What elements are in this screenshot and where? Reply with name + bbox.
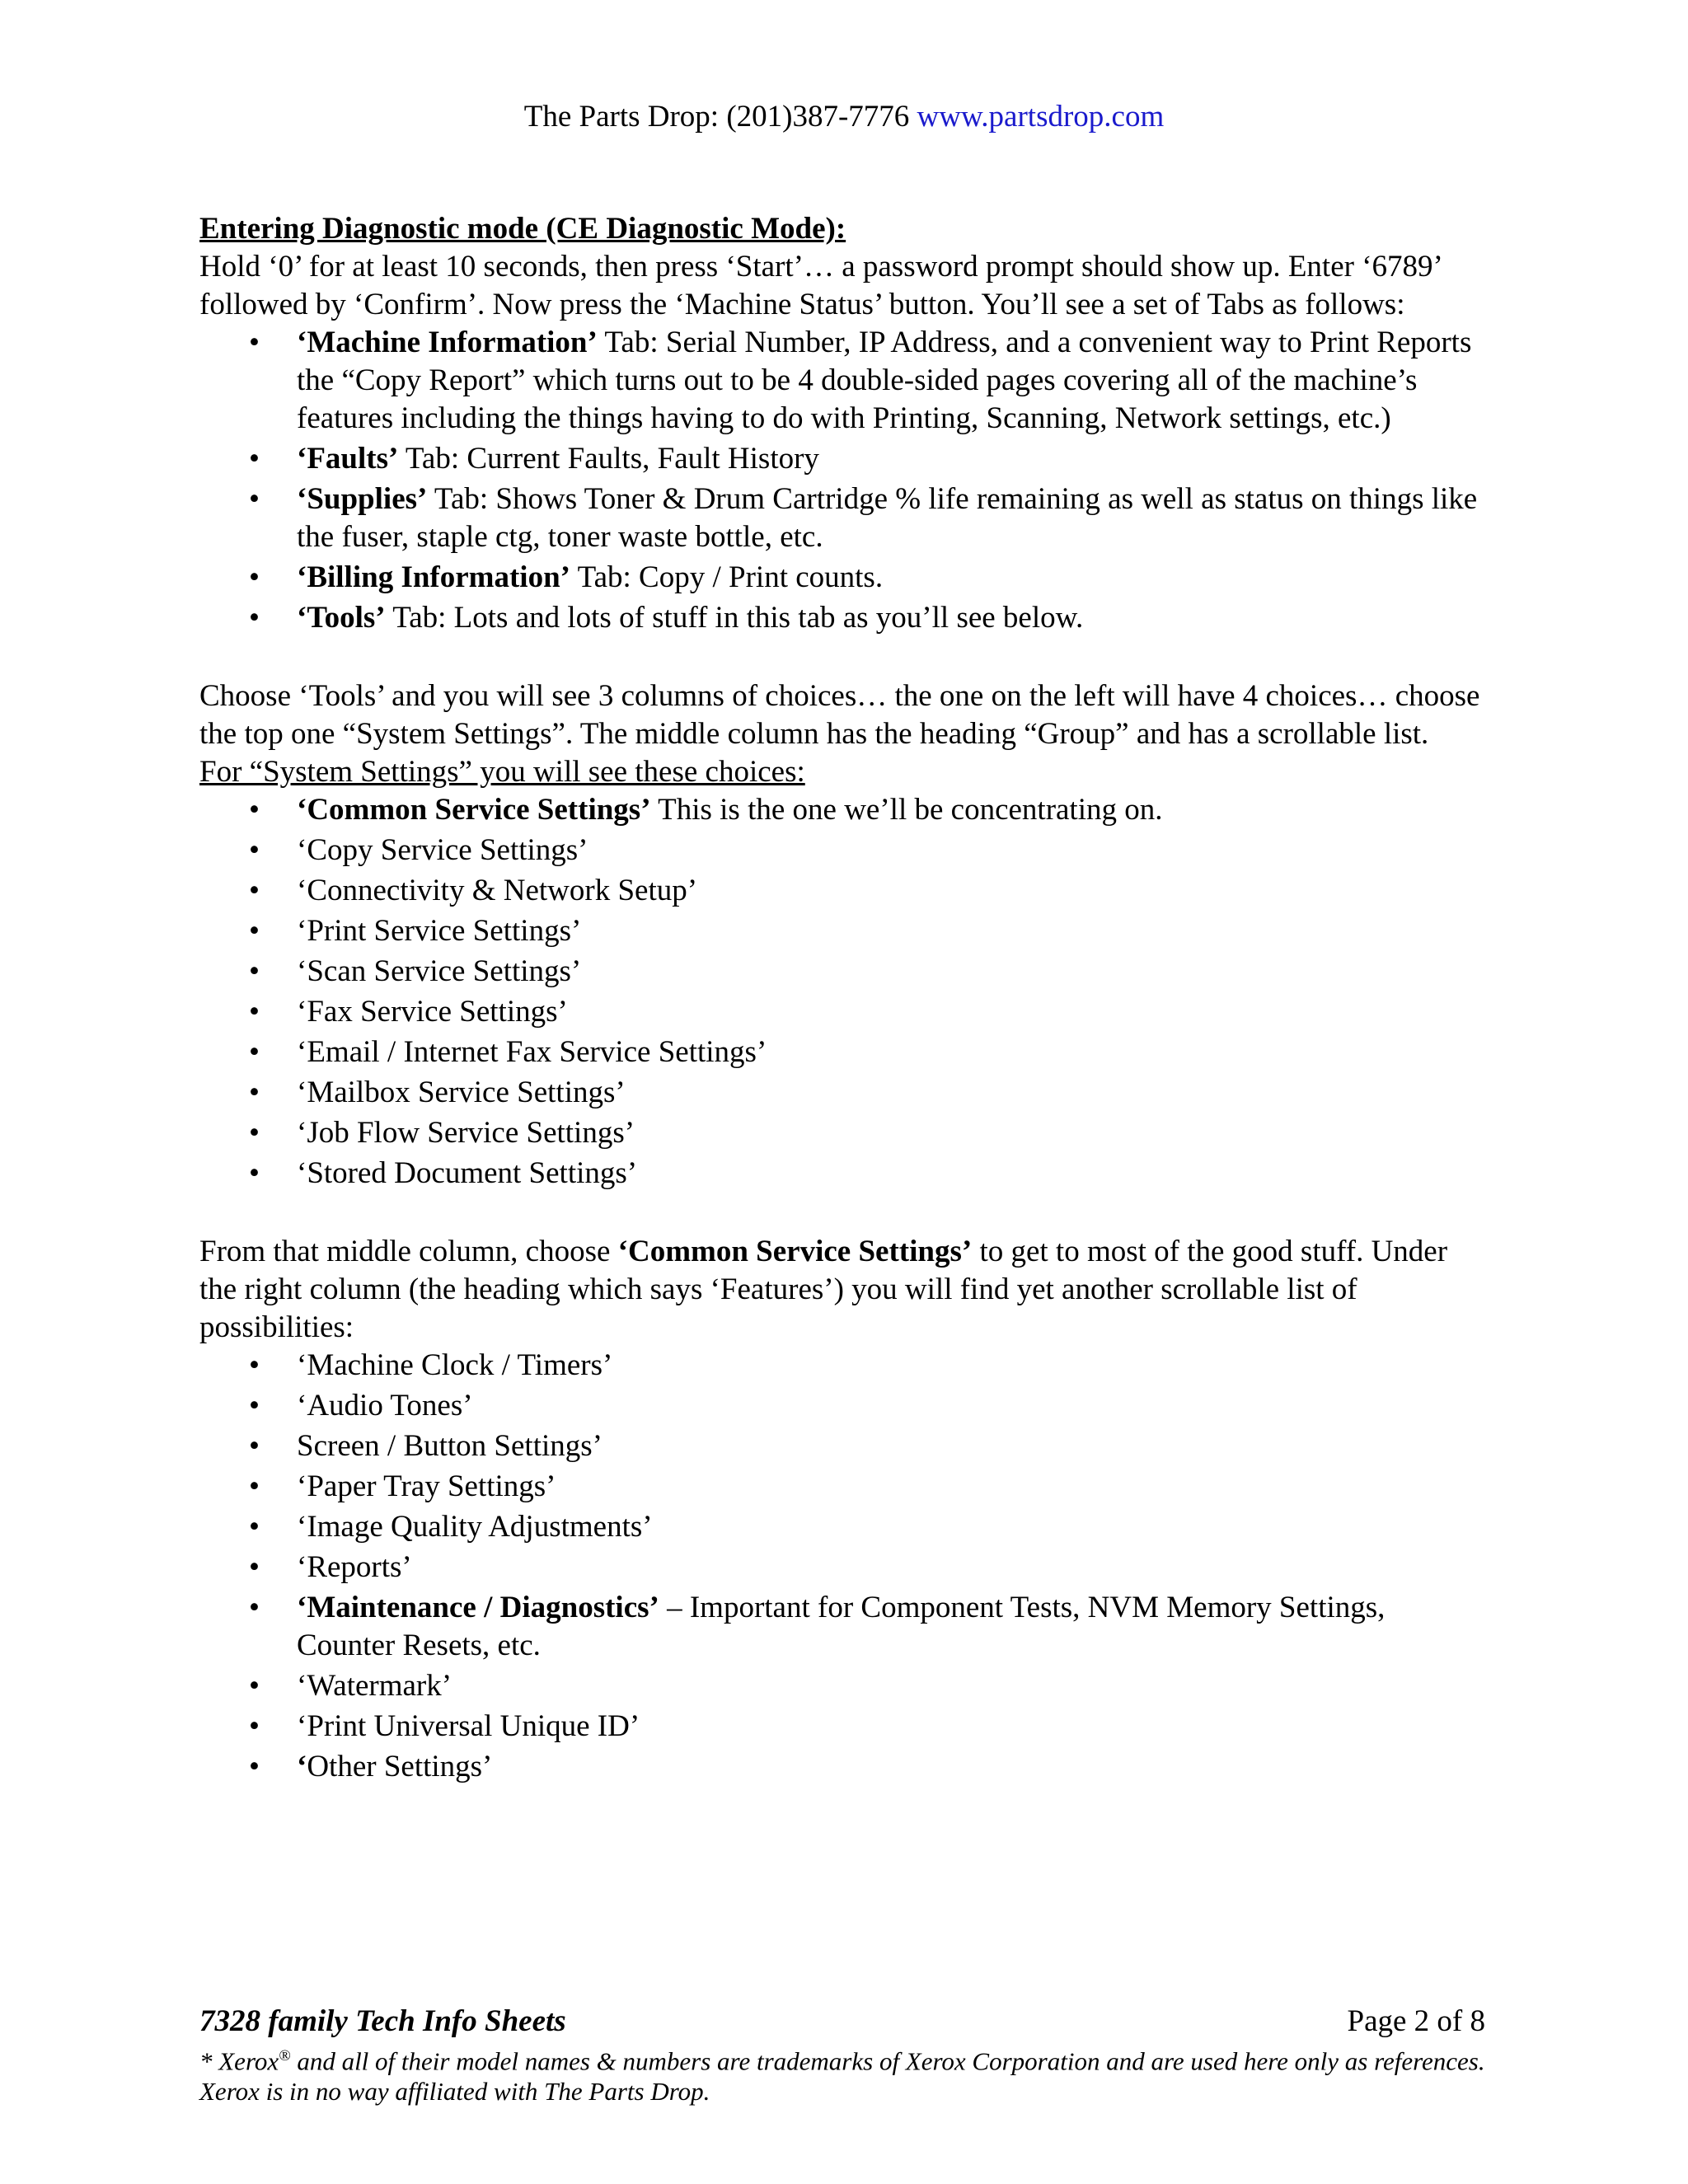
diagnostic-intro-paragraph: Hold ‘0’ for at least 10 seconds, then press ‘Start’… a password prompt should show up. Enter ‘6789’ followed by ‘Confirm’. Now press the ‘Machine Status’ button. You’ll see a set of Tabs as follows: — [199, 250, 1442, 321]
tab-name: ‘Billing Information’ — [297, 560, 570, 594]
tab-description: Tab: Lots and lots of stuff in this tab as you’ll see below. — [385, 601, 1084, 635]
page-number: Page 2 of 8 — [1347, 2004, 1485, 2038]
list-item: • ‘Image Quality Adjustments’ — [297, 1508, 1485, 1546]
header-url-link[interactable]: www.partsdrop.com — [917, 100, 1165, 134]
list-item — [297, 1748, 1485, 1786]
list-item: • ‘Machine Clock / Timers’ — [297, 1347, 1485, 1385]
feature-text: Other Settings’ — [307, 1750, 493, 1783]
trademark-note-post: and all of their model names & numbers are trademarks of Xerox Corporation and are used here only as references. Xerox is in no way affiliated with The Parts Drop. — [199, 2046, 1485, 2107]
list-item: • ‘Connectivity & Network Setup’ — [297, 872, 1485, 910]
spacer — [199, 1195, 1485, 1233]
header-company: The Parts Drop: (201)387-7776 — [523, 100, 917, 134]
tab-name: ‘Tools’ — [297, 601, 386, 635]
tab-description: Tab: Copy / Print counts. — [570, 560, 884, 594]
tab-name: ‘Machine Information’ — [297, 326, 598, 359]
list-item — [297, 559, 1485, 597]
footer-title: 7328 family Tech Info Sheets — [199, 2004, 566, 2038]
page-footer — [199, 2003, 1485, 2107]
feature-bold: ‘Maintenance / Diagnostics’ — [297, 1591, 659, 1624]
spacer — [199, 640, 1485, 677]
list-item — [297, 599, 1485, 637]
tab-name: ‘Supplies’ — [297, 482, 428, 516]
list-item — [297, 1589, 1485, 1665]
tools-intro-paragraph: Choose ‘Tools’ and you will see 3 columns of choices… the one on the left will have 4 choices… choose the top one “System Settings”. The middle column has the heading “Group” and has a scrollable list. — [199, 679, 1480, 751]
system-settings-subheading: For “System Settings” you will see these choices: — [199, 755, 805, 789]
feature-quote-bold: ‘ — [297, 1750, 307, 1783]
features-intro-post: to get to most of the good stuff. Under the right column (the heading which says ‘Features’) you will find yet another scrollable list of possibilities: — [199, 1235, 1448, 1344]
list-item: • ‘Paper Tray Settings’ — [297, 1468, 1485, 1506]
system-settings-list — [199, 791, 1485, 1193]
registered-mark: ® — [279, 2047, 291, 2064]
trademark-note — [199, 2041, 1485, 2107]
list-item: • ‘Email / Internet Fax Service Settings’ — [297, 1033, 1485, 1071]
tab-name: ‘Faults’ — [297, 442, 399, 476]
list-item: • ‘Stored Document Settings’ — [297, 1155, 1485, 1193]
list-item: • ‘Scan Service Settings’ — [297, 953, 1485, 991]
tab-description: Tab: Shows Toner & Drum Cartridge % life remaining as well as status on things like the fuser, staple ctg, toner waste bottle, etc. — [297, 482, 1478, 554]
list-item: • ‘Audio Tones’ — [297, 1387, 1485, 1425]
features-list — [199, 1347, 1485, 1786]
tab-description: Tab: Current Faults, Fault History — [398, 442, 819, 476]
list-item: • ‘Fax Service Settings’ — [297, 993, 1485, 1031]
list-item: • ‘Reports’ — [297, 1549, 1485, 1586]
features-intro-bold: ‘Common Service Settings’ — [617, 1235, 973, 1268]
features-intro-paragraph — [199, 1233, 1485, 1347]
trademark-note-pre: * Xerox — [199, 2046, 279, 2076]
features-intro-pre: From that middle column, choose — [199, 1235, 618, 1268]
tabs-list — [199, 324, 1485, 637]
list-item — [297, 440, 1485, 478]
list-item — [297, 480, 1485, 556]
list-item: • ‘Print Universal Unique ID’ — [297, 1708, 1485, 1746]
list-item: • ‘Print Service Settings’ — [297, 912, 1485, 950]
footer-row — [199, 2003, 1485, 2041]
list-item — [297, 791, 1485, 829]
list-item: • ‘Watermark’ — [297, 1667, 1485, 1705]
tab-description: Tab: Serial Number, IP Address, and a convenient way to Print Reports the “Copy Report” which turns out to be 4 double-sided pages covering all of the machine’s features including the things having to do with Printing, Scanning, Network settings, etc.) — [297, 326, 1472, 435]
choice-note: This is the one we’ll be concentrating on. — [650, 793, 1163, 827]
list-item: • ‘Mailbox Service Settings’ — [297, 1074, 1485, 1112]
section-heading-diagnostic-mode: Entering Diagnostic mode (CE Diagnostic Mode): — [199, 212, 846, 246]
list-item: • ‘Job Flow Service Settings’ — [297, 1114, 1485, 1152]
list-item — [297, 324, 1485, 438]
list-item: • Screen / Button Settings’ — [297, 1427, 1485, 1465]
choice-bold: ‘Common Service Settings’ — [297, 793, 651, 827]
list-item: • ‘Copy Service Settings’ — [297, 832, 1485, 869]
page-content — [199, 210, 1485, 1788]
feature-note: – Important for Component Tests, NVM Memory Settings, Counter Resets, etc. — [297, 1591, 1386, 1662]
page-header — [0, 97, 1688, 137]
